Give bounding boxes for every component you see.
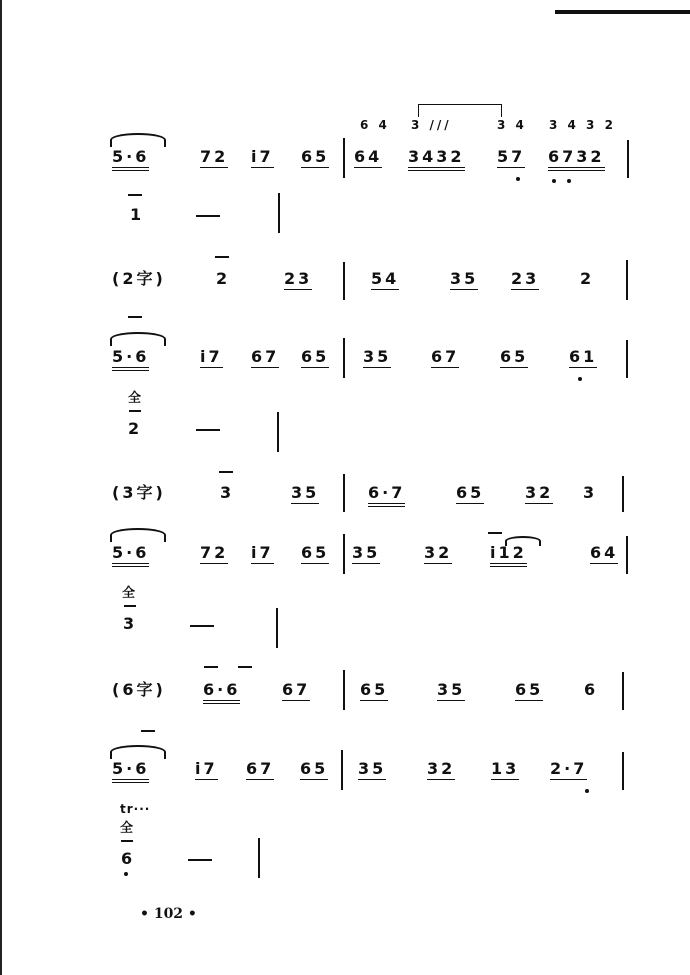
- accent-mark: [219, 471, 233, 473]
- bar-line: [276, 608, 278, 648]
- low-octave-dot: [552, 179, 556, 183]
- note-group: 2·7: [550, 759, 588, 778]
- ornament-notes: 3 4: [497, 118, 527, 132]
- note-group: 35: [450, 269, 479, 288]
- bar-line: [277, 412, 279, 452]
- note-group: 35: [291, 483, 320, 502]
- bar-line: [627, 140, 629, 178]
- note-group: 67: [246, 759, 275, 778]
- bar-line: [626, 340, 628, 378]
- note-group: 64: [590, 543, 619, 562]
- note-group: 65: [515, 680, 544, 699]
- note-group: 3: [583, 483, 598, 502]
- note-group: 6: [584, 680, 599, 699]
- note-group: 1: [130, 205, 145, 224]
- accent-mark: [121, 840, 133, 842]
- note-group: 54: [371, 269, 400, 288]
- slur: [110, 332, 166, 346]
- bar-line: [343, 474, 345, 512]
- note-group: 67: [251, 347, 280, 366]
- section-label: (6字): [112, 680, 166, 699]
- note-group: 13: [491, 759, 520, 778]
- hold-dash: [188, 859, 212, 861]
- note-group: 67: [431, 347, 460, 366]
- bar-line: [343, 262, 345, 300]
- note-group: 6732: [548, 148, 605, 171]
- bar-line: [278, 193, 280, 233]
- note-group: 23: [284, 269, 313, 288]
- note-group: 32: [525, 483, 554, 502]
- low-octave-dot: [578, 377, 582, 381]
- note-group: 3432: [408, 148, 465, 171]
- bar-line: [343, 138, 345, 178]
- note-group: i7: [251, 147, 274, 166]
- note-group: 72: [200, 543, 229, 562]
- full-ensemble-mark: 全: [122, 586, 139, 601]
- note-group: 2: [580, 269, 595, 288]
- bar-line: [622, 672, 624, 710]
- note-group: 64: [354, 147, 383, 166]
- accent-mark: [488, 532, 502, 534]
- note-group: 65: [456, 483, 485, 502]
- note-group: 65: [360, 680, 389, 699]
- section-label: (3字): [112, 483, 166, 502]
- tuplet-bracket: [418, 104, 502, 117]
- note-group: 65: [500, 347, 529, 366]
- accent-mark: [128, 316, 142, 318]
- note-group: 72: [200, 147, 229, 166]
- note-group: 23: [511, 269, 540, 288]
- note-group: 5·6: [112, 544, 149, 567]
- note-group: 65: [301, 347, 330, 366]
- accent-mark: [141, 730, 155, 732]
- accent-mark: [238, 666, 252, 668]
- slur: [110, 745, 166, 759]
- note-group: 2: [128, 419, 143, 438]
- bar-line: [343, 338, 345, 378]
- bar-line: [626, 260, 628, 300]
- note-group: 2: [216, 269, 231, 288]
- note-group: 67: [282, 680, 311, 699]
- note-group: 3: [123, 614, 138, 633]
- ornament-notes: 3 ///: [411, 118, 452, 132]
- note-group: 65: [301, 543, 330, 562]
- note-group: i7: [200, 347, 223, 366]
- note-group: 65: [301, 147, 330, 166]
- note-group: 35: [437, 680, 466, 699]
- bar-line: [343, 534, 345, 574]
- note-group: i7: [251, 543, 274, 562]
- full-ensemble-mark: 全: [128, 391, 145, 406]
- accent-mark: [215, 256, 229, 258]
- note-group: 35: [363, 347, 392, 366]
- note-group: 57: [497, 147, 526, 166]
- note-group: i12: [490, 544, 527, 567]
- bar-line: [622, 476, 624, 512]
- slur: [110, 133, 166, 147]
- full-ensemble-mark: 全: [120, 821, 137, 836]
- accent-mark: [204, 666, 218, 668]
- note-group: 61: [569, 347, 598, 366]
- note-group: 5·6: [112, 760, 149, 783]
- low-octave-dot: [585, 789, 589, 793]
- note-group: 35: [352, 543, 381, 562]
- bar-line: [341, 750, 343, 790]
- note-group: 32: [424, 543, 453, 562]
- accent-mark: [129, 410, 141, 412]
- note-group: 32: [427, 759, 456, 778]
- page-number: • 102 •: [140, 906, 197, 922]
- ornament-notes: 6 4: [360, 118, 390, 132]
- bar-line: [626, 536, 628, 574]
- accent-mark: [124, 605, 136, 607]
- hold-dash: [190, 625, 214, 627]
- note-group: 3: [220, 483, 235, 502]
- accent-mark: [128, 194, 142, 196]
- low-octave-dot: [567, 179, 571, 183]
- ornament-notes: 3 4 3 2: [549, 118, 616, 132]
- bar-line: [622, 752, 624, 790]
- note-group: 6·6: [203, 681, 240, 704]
- note-group: 65: [300, 759, 329, 778]
- note-group: 6·7: [368, 484, 405, 507]
- slur: [110, 528, 166, 542]
- section-label: (2字): [112, 269, 166, 288]
- note-group: 6: [121, 849, 136, 868]
- note-group: i7: [195, 759, 218, 778]
- low-octave-dot: [124, 872, 128, 876]
- note-group: 5·6: [112, 348, 149, 371]
- hold-dash: [196, 429, 220, 431]
- trill-mark: tr···: [120, 802, 151, 816]
- note-group: 5·6: [112, 148, 149, 171]
- bar-line: [258, 838, 260, 878]
- hold-dash: [196, 215, 220, 217]
- bar-line: [343, 670, 345, 710]
- low-octave-dot: [516, 177, 520, 181]
- note-group: 35: [358, 759, 387, 778]
